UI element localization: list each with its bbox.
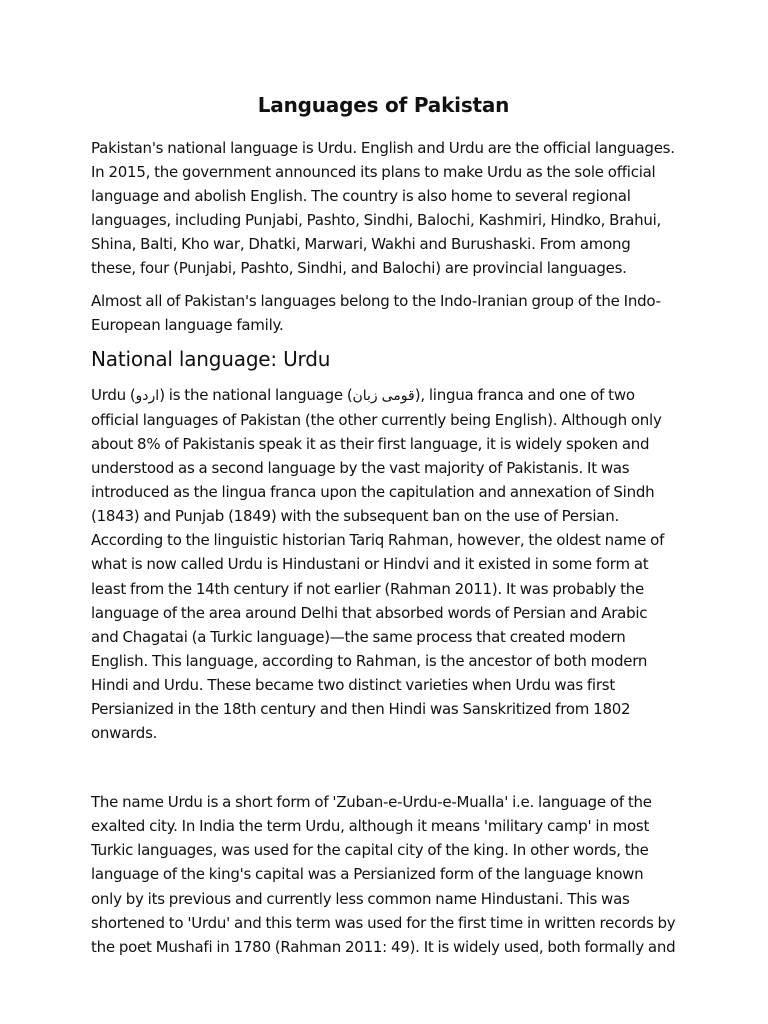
section-heading-national-language: National language: Urdu xyxy=(91,346,331,371)
document-body xyxy=(91,92,676,959)
document-title: Languages of Pakistan xyxy=(257,93,510,117)
urdu-paragraph-1 xyxy=(91,383,676,745)
urdu-para-1-part-1: Urdu ( xyxy=(91,385,136,404)
urdu-para-1-part-3: ), lingua franca and one of two official languages of Pakistan (the other currently being English). Although only about 8% of Pakistanis speak it as their first language, it is widely spoken and understood as a second language by the vast majority of Pakistanis. It was introduced as the lingua franca upon the capitulation and annexation of Sindh (1843) and Punjab (1849) with the subsequent ban on the use of Persian. According to the linguistic historian Tariq Rahman, however, the oldest name of what is now called Urdu is Hindustani or Hindvi and it existed in some form at least from the 14th century if not earlier (Rahman 2011). It was probably the language of the area around Delhi that absorbed words of Persian and Arabic and Chagatai (a Turkic language)—the same process that created modern English. This language, according to Rahman, is the ancestor of both modern Hindi and Urdu. These became two distinct varieties when Urdu was first Persianized in the 18th century and then Hindi was Sanskritized from 1802 onwards. xyxy=(91,385,665,743)
urdu-paragraph-2: The name Urdu is a short form of 'Zuban-e-Urdu-e-Mualla' i.e. language of the exalted city. In India the term Urdu, although it means 'military camp' in most Turkic languages, was used for the capital city of the king. In other words, the language of the king's capital was a Persianized form of the language known only by its previous and currently less common name Hindustani. This was shortened to 'Urdu' and this term was used for the first time in written records by the poet Mushafi in 1780 (Rahman 2011: 49). It is widely used, both formally and xyxy=(91,793,676,956)
urdu-word: اردو xyxy=(135,387,160,404)
urdu-para-1-part-2: ) is the national language ( xyxy=(159,385,353,404)
intro-paragraph-2: Almost all of Pakistan's languages belong to the Indo-Iranian group of the Indo-European language family. xyxy=(91,291,661,334)
qaumi-zaban-word: قومی زبان xyxy=(352,387,415,404)
intro-paragraph-1: Pakistan's national language is Urdu. English and Urdu are the official languages. In 2015, the government announced its plans to make Urdu as the sole official language and abolish English. The country is also home to several regional languages, including Punjabi, Pashto, Sindhi, Balochi, Kashmiri, Hindko, Brahui, Shina, Balti, Kho war, Dhatki, Marwari, Wakhi and Burushaski. From among these, four (Punjabi, Pashto, Sindhi, and Balochi) are provincial languages. xyxy=(91,139,675,278)
